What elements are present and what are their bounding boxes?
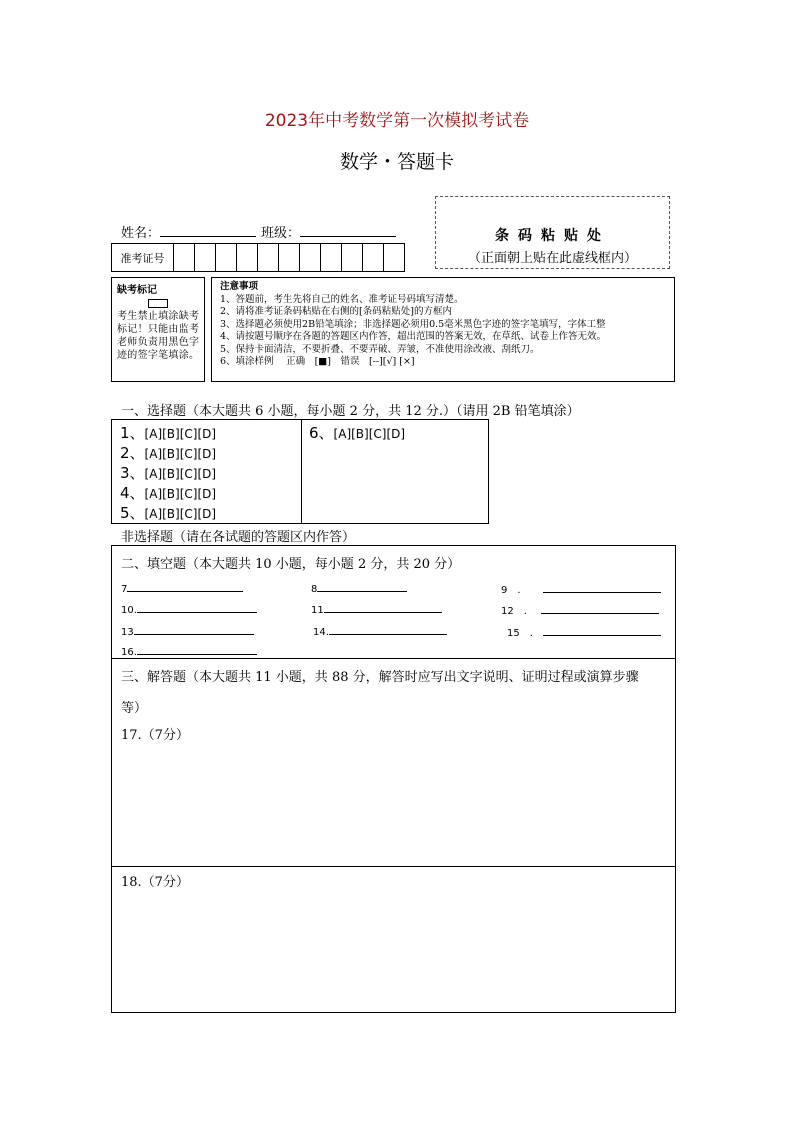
answer-section-box xyxy=(111,545,676,1013)
name-underline xyxy=(160,224,256,237)
notes-item: 4、请按题号顺序在各题的答题区内作答，超出范围的答案无效，在草纸、试卷上作答无效。 xyxy=(220,331,607,342)
name-label: 姓名： xyxy=(121,226,161,241)
notes-item: 3、选择题必须使用2B铅笔填涂；非选择题必须用0.5毫米黑色字迹的签字笔填写，字体工整 xyxy=(220,318,606,330)
absence-mark-checkbox[interactable] xyxy=(148,299,168,308)
question-18-label: 18.（7分） xyxy=(121,875,189,890)
absence-mark-title: 缺考标记 xyxy=(117,285,157,296)
multiple-choice-box xyxy=(111,419,489,524)
exam-id-cell[interactable] xyxy=(363,244,384,272)
section-divider xyxy=(112,658,675,659)
multiple-choice-title: 一、选择题（本大题共 6 小题，每小题 2 分，共 12 分.）（请用 2B 铅笔填涂） xyxy=(121,404,580,419)
mc-question-5[interactable]: 5、[A][B][C][D] xyxy=(120,504,217,522)
exam-id-cell[interactable] xyxy=(174,244,195,272)
barcode-title: 条码粘贴处 xyxy=(495,228,610,244)
fill-blank-11[interactable]: 11 xyxy=(311,602,442,616)
page-title: 2023年中考数学第一次模拟考试卷 xyxy=(264,111,530,131)
fill-blank-15[interactable]: 15 . xyxy=(507,624,661,639)
notes-item: 2、请将准考证条码粘贴在右侧的[条码粘贴处]的方框内 xyxy=(220,306,452,317)
mc-question-1[interactable]: 1、[A][B][C][D] xyxy=(120,424,217,442)
notes-item: 5、保持卡面清洁，不要折叠、不要弄破、弄皱，不准使用涂改液、刮纸刀。 xyxy=(220,343,540,355)
exam-id-label: 准考证号 xyxy=(112,244,174,272)
exam-id-cell[interactable] xyxy=(237,244,258,272)
fill-blank-13[interactable]: 13 xyxy=(121,624,254,638)
mc-question-4[interactable]: 4、[A][B][C][D] xyxy=(120,484,217,502)
name-field[interactable] xyxy=(121,222,256,241)
exam-id-cell[interactable] xyxy=(216,244,237,272)
notes-title: 注意事项 xyxy=(220,281,259,292)
page-subtitle: 数学・答题卡 xyxy=(339,151,454,173)
fill-blank-9[interactable]: 9 . xyxy=(501,581,661,596)
non-choice-title: 非选择题（请在各试题的答题区内作答） xyxy=(121,530,356,545)
fill-blank-7[interactable]: 7 xyxy=(121,581,243,595)
notes-box xyxy=(211,277,675,382)
class-label: 班级： xyxy=(261,226,301,241)
exam-id-cell[interactable] xyxy=(279,244,300,272)
solve-title-cont: 等） xyxy=(121,701,148,716)
question-17-label: 17.（7分） xyxy=(121,728,189,743)
fill-blank-14[interactable]: 14. xyxy=(313,624,447,638)
exam-id-cell[interactable] xyxy=(300,244,321,272)
question-17-answer-area[interactable] xyxy=(112,724,675,866)
barcode-subtitle: （正面朝上贴在此虚线框内） xyxy=(467,251,637,266)
fill-blank-16[interactable]: 16. xyxy=(121,644,257,658)
mc-question-2[interactable]: 2、[A][B][C][D] xyxy=(120,444,217,462)
solve-title: 三、解答题（本大题共 11 小题，共 88 分，解答时应写出文字说明、证明过程或演算步骤 xyxy=(121,670,639,685)
exam-id-cell[interactable] xyxy=(342,244,363,272)
question-18-answer-area[interactable] xyxy=(112,868,675,1012)
exam-id-cell[interactable] xyxy=(321,244,342,272)
fill-blank-title: 二、填空题（本大题共 10 小题，每小题 2 分，共 20 分） xyxy=(121,557,461,572)
notes-item: 1、答题前，考生先将自己的姓名、准考证号码填写清楚。 xyxy=(220,293,464,305)
class-underline xyxy=(300,224,396,237)
absence-mark-box xyxy=(111,277,205,382)
absence-mark-instructions: 考生禁止填涂缺考标记！只能由监考老师负责用黑色字迹的签字笔填涂。 xyxy=(117,311,199,361)
mc-question-6[interactable]: 6、[A][B][C][D] xyxy=(309,424,406,442)
fill-blank-12[interactable]: 12 . xyxy=(501,602,659,617)
fill-blank-8[interactable]: 8 xyxy=(311,581,407,595)
exam-id-cell[interactable] xyxy=(195,244,216,272)
section-divider xyxy=(112,866,675,867)
barcode-area xyxy=(435,196,670,269)
class-field[interactable] xyxy=(261,222,396,241)
exam-id-cell[interactable] xyxy=(384,244,405,272)
exam-id-grid xyxy=(111,243,405,272)
mc-question-3[interactable]: 3、[A][B][C][D] xyxy=(120,464,217,482)
notes-item: 6、填涂样例 正确 [■] 错误 [--][√] [×] xyxy=(220,356,415,367)
exam-id-cell[interactable] xyxy=(258,244,279,272)
fill-blank-10[interactable]: 10. xyxy=(121,602,257,616)
mc-divider xyxy=(301,420,302,523)
